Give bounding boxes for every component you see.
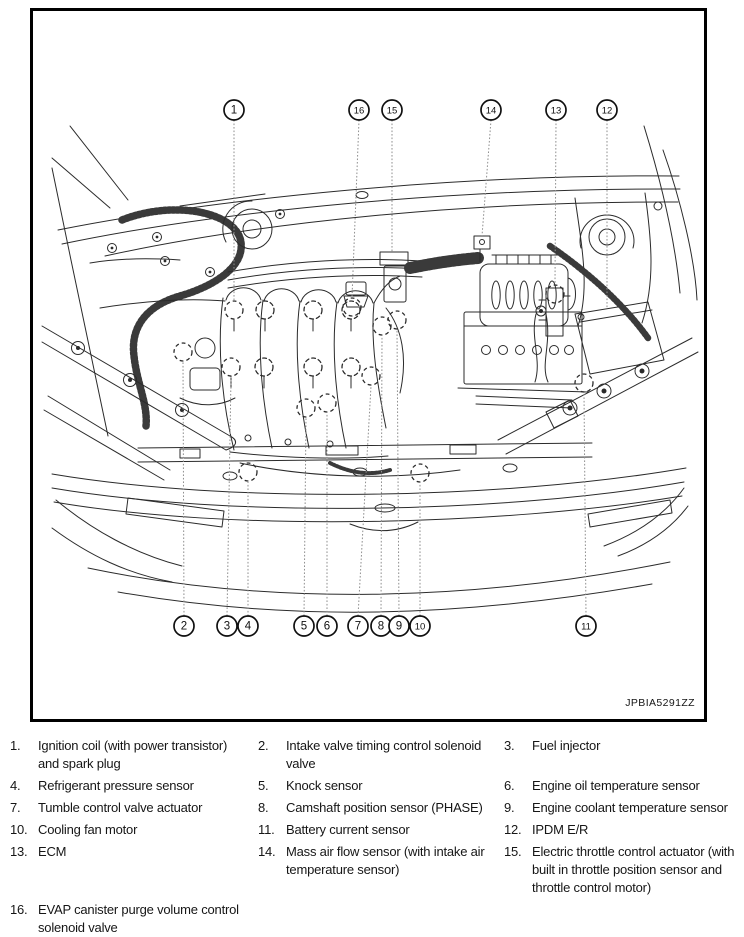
svg-text:12: 12 bbox=[601, 105, 613, 117]
legend-item bbox=[248, 843, 494, 897]
engine-room-figure bbox=[30, 8, 707, 722]
leader-line-14 bbox=[482, 120, 491, 236]
svg-text:16: 16 bbox=[353, 105, 365, 117]
target-circle-4 bbox=[239, 463, 257, 481]
legend-item-number: 2. bbox=[258, 738, 269, 753]
leader-line-5 bbox=[304, 418, 306, 616]
callout-8 bbox=[371, 616, 391, 636]
svg-text:10: 10 bbox=[414, 621, 426, 633]
legend-item bbox=[0, 737, 248, 773]
legend-item-number: 11. bbox=[258, 822, 275, 837]
callout-10 bbox=[410, 616, 430, 636]
leader-line-11 bbox=[584, 393, 586, 616]
callout-1 bbox=[224, 100, 244, 120]
svg-text:15: 15 bbox=[386, 105, 398, 117]
svg-text:9: 9 bbox=[395, 620, 403, 633]
legend-item-number: 16. bbox=[10, 902, 28, 917]
legend-item-number: 9. bbox=[504, 800, 515, 815]
legend-item bbox=[0, 843, 248, 897]
legend-item-number: 8. bbox=[258, 800, 269, 815]
legend-item bbox=[0, 799, 248, 817]
legend-item bbox=[494, 737, 744, 773]
legend bbox=[0, 737, 744, 937]
legend-item-number: 13. bbox=[10, 844, 28, 859]
target-circle-1 bbox=[225, 301, 243, 319]
legend-item-number: 5. bbox=[258, 778, 269, 793]
callout-9 bbox=[389, 616, 409, 636]
legend-item-text: Camshaft position sensor (PHASE) bbox=[286, 800, 483, 815]
legend-item-text: Cooling fan motor bbox=[38, 822, 138, 837]
legend-item-text: EVAP canister purge volume control solenoid valve bbox=[38, 902, 239, 935]
legend-item-text: Battery current sensor bbox=[286, 822, 410, 837]
target-circle-11 bbox=[575, 374, 593, 392]
legend-item bbox=[0, 777, 248, 795]
callout-2 bbox=[174, 616, 194, 636]
legend-item-text: Ignition coil (with power transistor) and spark plug bbox=[38, 738, 228, 771]
target-circle-2 bbox=[174, 343, 192, 361]
legend-item-number: 6. bbox=[504, 778, 515, 793]
legend-item-number: 12. bbox=[504, 822, 522, 837]
legend-item bbox=[248, 737, 494, 773]
legend-item-text: Knock sensor bbox=[286, 778, 363, 793]
leader-line-13 bbox=[555, 120, 556, 284]
legend-item bbox=[248, 821, 494, 839]
svg-text:8: 8 bbox=[377, 620, 385, 633]
callout-12 bbox=[597, 100, 617, 120]
legend-item-text: Fuel injector bbox=[532, 738, 601, 753]
callout-5 bbox=[294, 616, 314, 636]
svg-text:11: 11 bbox=[581, 621, 591, 633]
target-circle-5 bbox=[297, 399, 315, 417]
legend-item bbox=[248, 799, 494, 817]
callout-16 bbox=[349, 100, 369, 120]
svg-text:14: 14 bbox=[485, 105, 497, 117]
target-circle-3 bbox=[222, 358, 240, 376]
callout-11 bbox=[576, 616, 596, 636]
callout-4 bbox=[238, 616, 258, 636]
legend-item-text: Engine coolant temperature sensor bbox=[532, 800, 728, 815]
legend-item-text: Intake valve timing control solenoid valve bbox=[286, 738, 482, 771]
legend-item-number: 15. bbox=[504, 844, 522, 859]
legend-item-number: 10. bbox=[10, 822, 28, 837]
legend-item-text: Mass air flow sensor (with intake air temperature sensor) bbox=[286, 844, 485, 877]
legend-item-number: 14. bbox=[258, 844, 276, 859]
legend-item-text: Engine oil temperature sensor bbox=[532, 778, 700, 793]
legend-item bbox=[494, 843, 744, 897]
leader-lines bbox=[174, 120, 607, 616]
legend-item-number: 7. bbox=[10, 800, 21, 815]
engine-line-art bbox=[42, 126, 698, 612]
legend-item-number: 4. bbox=[10, 778, 21, 793]
legend-item-text: Refrigerant pressure sensor bbox=[38, 778, 194, 793]
legend-item bbox=[494, 821, 744, 839]
legend-item bbox=[0, 821, 248, 839]
engine-room-diagram bbox=[30, 8, 707, 722]
legend-item-number: 3. bbox=[504, 738, 515, 753]
legend-item bbox=[248, 777, 494, 795]
figure-code: JPBIA5291ZZ bbox=[625, 697, 695, 709]
leader-line-3 bbox=[227, 377, 231, 616]
svg-text:4: 4 bbox=[244, 620, 252, 633]
leader-line-7 bbox=[358, 386, 371, 616]
target-circle-6 bbox=[318, 394, 336, 412]
legend-item-text: IPDM E/R bbox=[532, 822, 589, 837]
leader-line-9 bbox=[397, 330, 399, 616]
legend-item-text: Tumble control valve actuator bbox=[38, 800, 203, 815]
callout-15 bbox=[382, 100, 402, 120]
svg-text:2: 2 bbox=[180, 620, 188, 633]
legend-item-number: 1. bbox=[10, 738, 21, 753]
legend-item bbox=[494, 799, 744, 817]
svg-text:7: 7 bbox=[354, 620, 362, 633]
callout-6 bbox=[317, 616, 337, 636]
svg-text:13: 13 bbox=[550, 105, 562, 117]
svg-text:6: 6 bbox=[323, 620, 331, 633]
svg-text:1: 1 bbox=[230, 104, 238, 117]
svg-text:5: 5 bbox=[300, 620, 308, 633]
leader-line-16 bbox=[352, 120, 359, 297]
callout-3 bbox=[217, 616, 237, 636]
legend-item bbox=[0, 901, 248, 937]
callout-14 bbox=[481, 100, 501, 120]
legend-item-text: ECM bbox=[38, 844, 67, 859]
legend-item bbox=[494, 777, 744, 795]
callout-7 bbox=[348, 616, 368, 636]
svg-text:3: 3 bbox=[223, 620, 231, 633]
legend-item-text: Electric throttle control actuator (with built in throttle position sensor and throttle control motor) bbox=[532, 844, 735, 895]
target-circle-10 bbox=[411, 464, 429, 482]
callout-13 bbox=[546, 100, 566, 120]
